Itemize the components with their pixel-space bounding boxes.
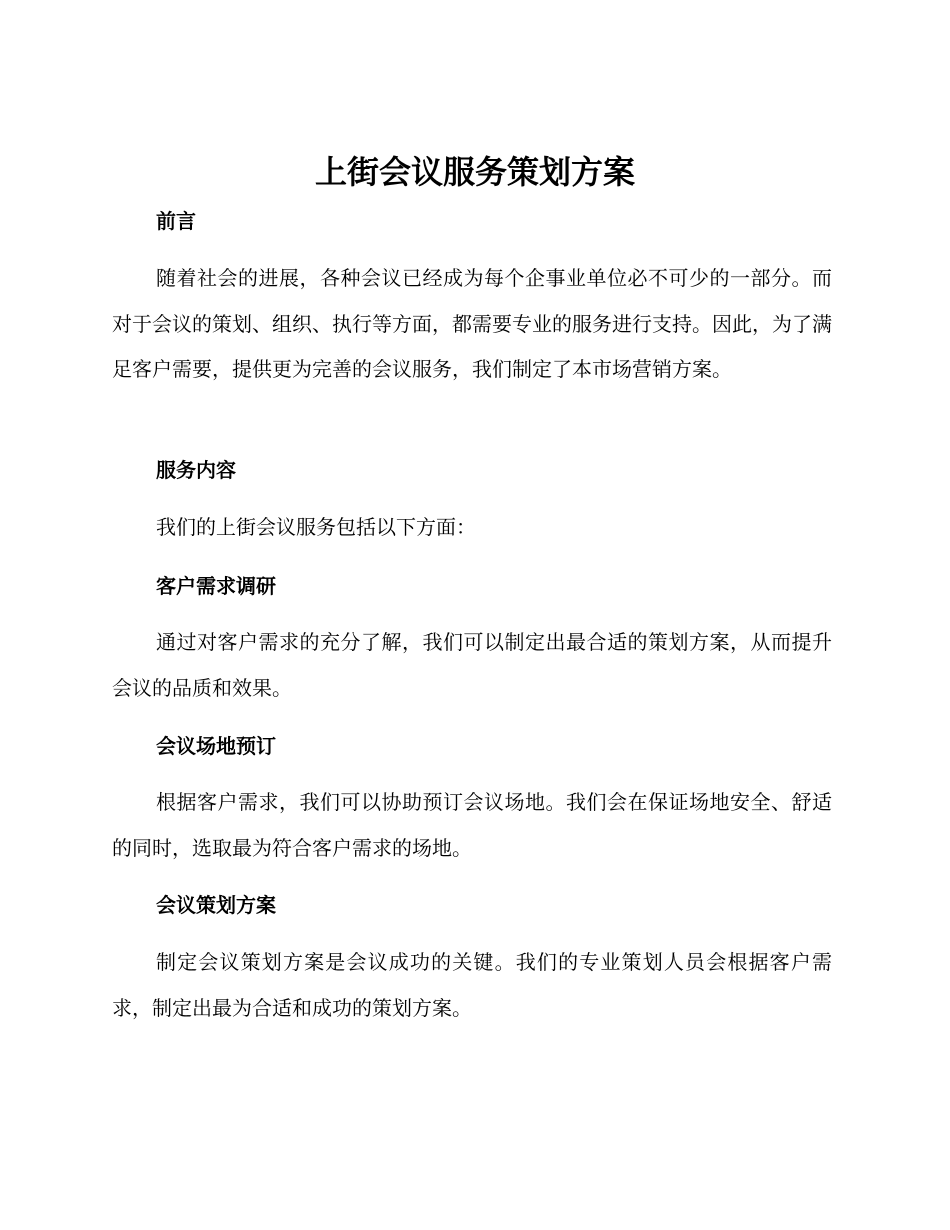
document-title: 上街会议服务策划方案: [314, 153, 635, 191]
section-heading-venue-booking: 会议场地预订: [156, 734, 276, 758]
section-paragraph-service-content: 我们的上街会议服务包括以下方面：: [156, 515, 476, 539]
section-heading-planning-scheme: 会议策划方案: [156, 893, 276, 917]
section-heading-service-content: 服务内容: [156, 458, 236, 482]
section-heading-customer-research: 客户需求调研: [156, 574, 276, 598]
section-paragraph-preface: 随着社会的进展，各种会议已经成为每个企事业单位必不可少的一部分。而对于会议的策划、组织、执行等方面，都需要专业的服务进行支持。因此，为了满足客户需要，提供更为完善的会议服务，我们制定了本市场营销方案。: [112, 266, 832, 381]
section-heading-preface: 前言: [156, 209, 196, 233]
section-paragraph-customer-research: 通过对客户需求的充分了解，我们可以制定出最合适的策划方案，从而提升会议的品质和效果。: [112, 630, 832, 700]
section-paragraph-venue-booking: 根据客户需求，我们可以协助预订会议场地。我们会在保证场地安全、舒适的同时，选取最为符合客户需求的场地。: [112, 790, 832, 860]
section-paragraph-planning-scheme: 制定会议策划方案是会议成功的关键。我们的专业策划人员会根据客户需求，制定出最为合适和成功的策划方案。: [112, 950, 832, 1020]
